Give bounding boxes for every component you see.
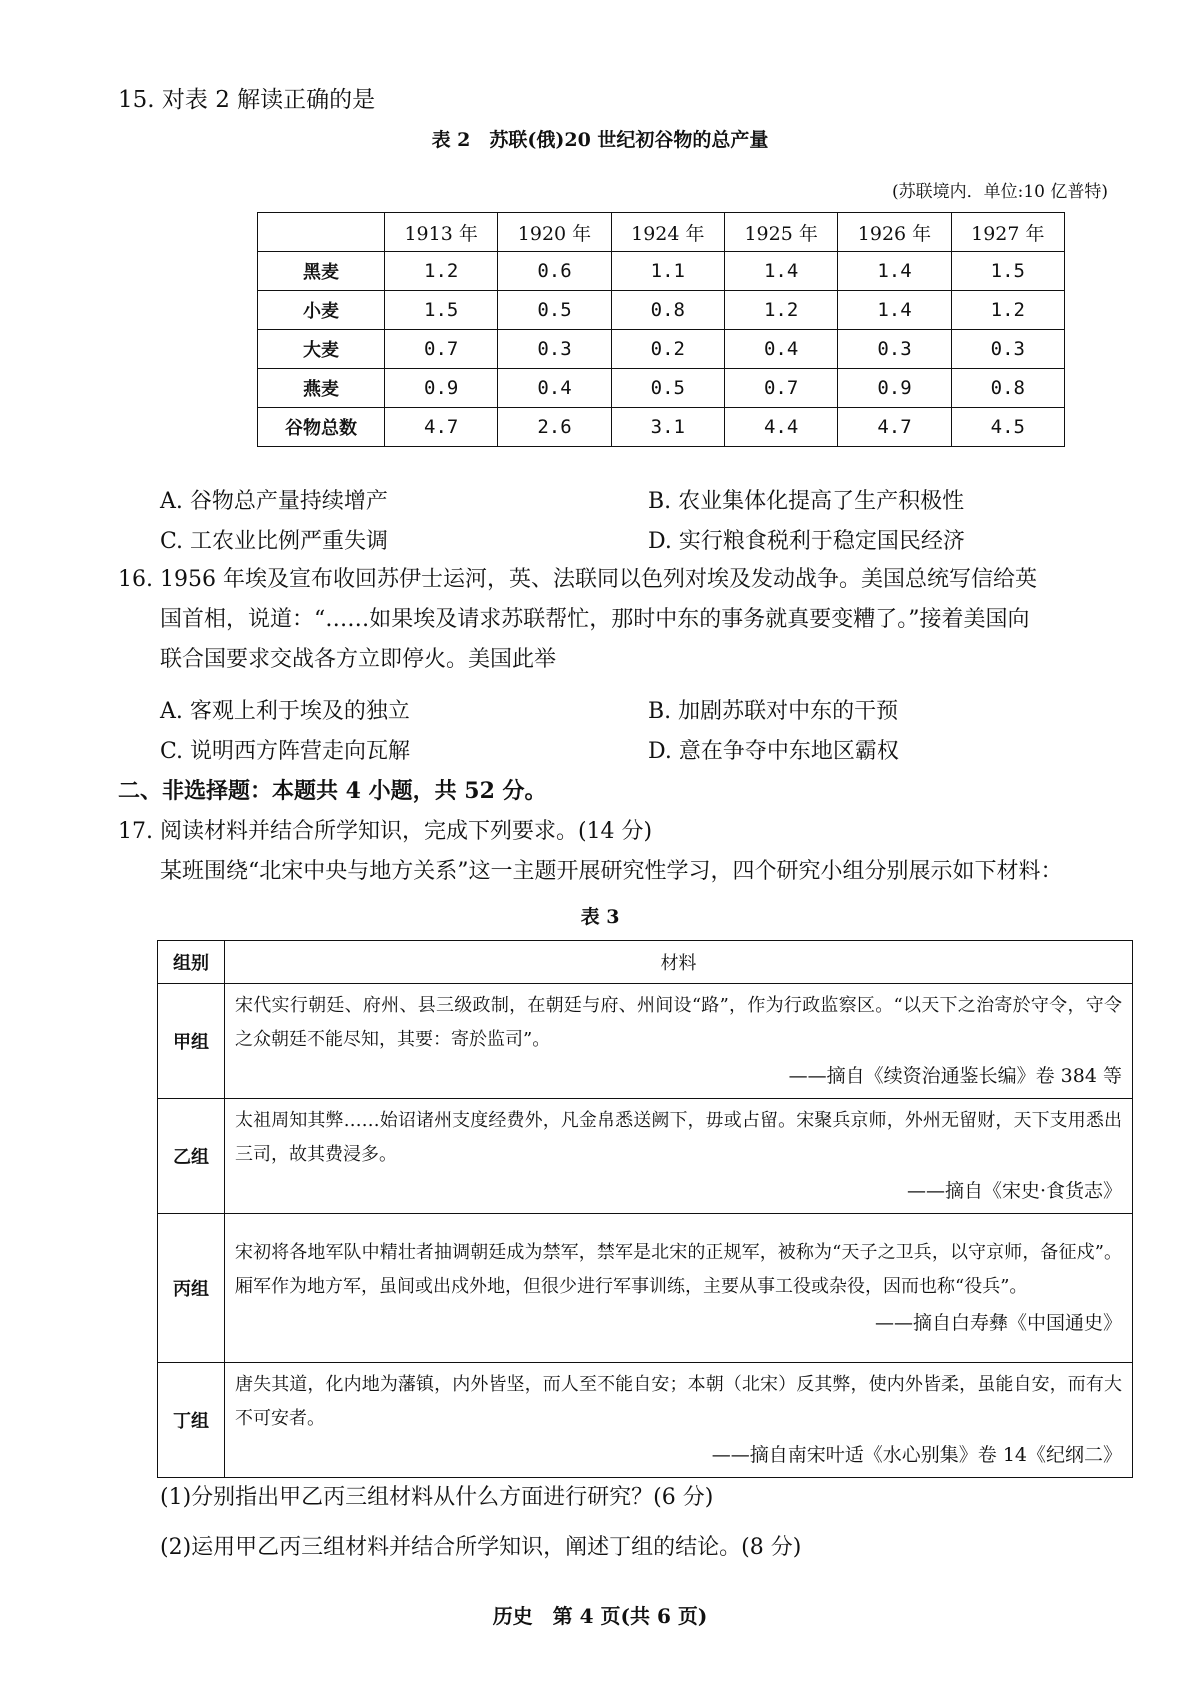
group-label: 丁组 bbox=[158, 1363, 225, 1478]
material-cell bbox=[225, 984, 1133, 1099]
table-2-col-1925: 1925 年 bbox=[724, 213, 837, 252]
table-cell: 0.8 bbox=[951, 369, 1064, 408]
table-3-caption: 表 3 bbox=[580, 906, 620, 928]
table-cell: 0.4 bbox=[724, 330, 837, 369]
q16-option-d: D. 意在争夺中东地区霸权 bbox=[648, 739, 899, 764]
table-cell: 0.5 bbox=[611, 369, 724, 408]
table-cell: 0.9 bbox=[838, 369, 951, 408]
table-cell: 1.4 bbox=[724, 252, 837, 291]
table-cell: 0.3 bbox=[951, 330, 1064, 369]
table-cell: 0.3 bbox=[498, 330, 611, 369]
table-cell: 4.4 bbox=[724, 408, 837, 447]
question-16-line-1: 16. 1956 年埃及宣布收回苏伊士运河，英、法联同以色列对埃及发动战争。美国总统写信给英 bbox=[118, 567, 1037, 592]
row-label: 黑麦 bbox=[258, 252, 385, 291]
material-text: 太祖周知其弊……始诏诸州支度经费外，凡金帛悉送阙下，毋或占留。宋聚兵京师，外州无留财，天下支用悉出三司，故其费浸多。 bbox=[235, 1110, 1122, 1165]
question-16-line-2: 国首相，说道：“……如果埃及请求苏联帮忙，那时中东的事务就真要变糟了。”接着美国向 bbox=[160, 607, 1030, 632]
table-cell: 3.1 bbox=[611, 408, 724, 447]
table-cell: 0.7 bbox=[385, 330, 498, 369]
material-source: ——摘自白寿彝《中国通史》 bbox=[874, 1312, 1122, 1334]
question-16-line-3: 联合国要求交战各方立即停火。美国此举 bbox=[160, 647, 557, 672]
row-label: 小麦 bbox=[258, 291, 385, 330]
material-cell bbox=[225, 1214, 1133, 1363]
table-cell: 0.5 bbox=[498, 291, 611, 330]
table-2-col-1927: 1927 年 bbox=[951, 213, 1064, 252]
table-cell: 2.6 bbox=[498, 408, 611, 447]
material-text: 宋代实行朝廷、府州、县三级政制，在朝廷与府、州间设“路”，作为行政监察区。“以天下之治寄於守令，守令之众朝廷不能尽知，其要：寄於监司”。 bbox=[235, 995, 1122, 1050]
material-cell bbox=[225, 1099, 1133, 1214]
q15-option-d: D. 实行粮食税利于稳定国民经济 bbox=[648, 529, 965, 554]
table-cell: 0.7 bbox=[724, 369, 837, 408]
question-17-intro: 某班围绕“北宋中央与地方关系”这一主题开展研究性学习，四个研究小组分别展示如下材料： bbox=[160, 859, 1063, 884]
table-cell: 1.2 bbox=[951, 291, 1064, 330]
table-cell: 0.6 bbox=[498, 252, 611, 291]
table-cell: 1.4 bbox=[838, 252, 951, 291]
table-cell: 4.7 bbox=[838, 408, 951, 447]
table-2-corner-cell bbox=[258, 213, 385, 252]
table-2-row-barley bbox=[258, 330, 1065, 369]
q15-option-c: C. 工农业比例严重失调 bbox=[160, 529, 389, 554]
table-2-unit-note: (苏联境内．单位:10 亿普特) bbox=[891, 182, 1108, 202]
q16-option-a: A. 客观上利于埃及的独立 bbox=[160, 699, 410, 724]
table-cell: 0.2 bbox=[611, 330, 724, 369]
question-17-stem: 17. 阅读材料并结合所学知识，完成下列要求。(14 分) bbox=[118, 819, 653, 844]
question-17-sub-2: (2)运用甲乙丙三组材料并结合所学知识，阐述丁组的结论。(8 分) bbox=[160, 1535, 802, 1560]
row-label: 谷物总数 bbox=[258, 408, 385, 447]
material-source: ——摘自《续资治通鉴长编》卷 384 等 bbox=[788, 1065, 1122, 1087]
table-3-materials bbox=[157, 940, 1133, 1478]
table-2-grain-output bbox=[257, 212, 1065, 447]
table-cell: 1.5 bbox=[385, 291, 498, 330]
group-label: 丙组 bbox=[158, 1214, 225, 1363]
table-cell: 4.7 bbox=[385, 408, 498, 447]
table-2-row-oats bbox=[258, 369, 1065, 408]
material-source: ——摘自《宋史·食货志》 bbox=[906, 1180, 1122, 1202]
row-label: 大麦 bbox=[258, 330, 385, 369]
material-text: 宋初将各地军队中精壮者抽调朝廷成为禁军，禁军是北宋的正规军，被称为“天子之卫兵，以守京师，备征戍”。厢军作为地方军，虽间或出戍外地，但很少进行军事训练，主要从事工役或杂役，因而也称“役兵”。 bbox=[235, 1242, 1122, 1297]
group-label: 甲组 bbox=[158, 984, 225, 1099]
table-2-row-rye bbox=[258, 252, 1065, 291]
material-cell bbox=[225, 1363, 1133, 1478]
table-2-col-1926: 1926 年 bbox=[838, 213, 951, 252]
table-cell: 4.5 bbox=[951, 408, 1064, 447]
table-2-col-1924: 1924 年 bbox=[611, 213, 724, 252]
table-cell: 0.8 bbox=[611, 291, 724, 330]
question-17-sub-1: (1)分别指出甲乙丙三组材料从什么方面进行研究？(6 分) bbox=[160, 1485, 714, 1510]
material-text: 唐失其道，化内地为藩镇，内外皆坚，而人至不能自安；本朝（北宋）反其弊，使内外皆柔，虽能自安，而有大不可安者。 bbox=[235, 1374, 1122, 1429]
table-2-row-wheat bbox=[258, 291, 1065, 330]
table-2-caption: 表 2 苏联(俄)20 世纪初谷物的总产量 bbox=[431, 129, 769, 151]
table-2-col-1920: 1920 年 bbox=[498, 213, 611, 252]
table-3-row-ding bbox=[158, 1363, 1133, 1478]
question-15-stem: 15. 对表 2 解读正确的是 bbox=[118, 87, 376, 113]
table-3-header-material: 材料 bbox=[225, 941, 1133, 984]
table-3-row-jia bbox=[158, 984, 1133, 1099]
section-2-heading: 二、非选择题：本题共 4 小题，共 52 分。 bbox=[118, 778, 547, 804]
table-3-row-yi bbox=[158, 1099, 1133, 1214]
table-3-header-row bbox=[158, 941, 1133, 984]
page-footer: 历史 第 4 页(共 6 页) bbox=[492, 1604, 708, 1628]
table-cell: 1.2 bbox=[724, 291, 837, 330]
q15-option-a: A. 谷物总产量持续增产 bbox=[160, 489, 388, 514]
q16-option-b: B. 加剧苏联对中东的干预 bbox=[648, 699, 899, 724]
table-cell: 1.2 bbox=[385, 252, 498, 291]
table-cell: 0.9 bbox=[385, 369, 498, 408]
q15-option-b: B. 农业集体化提高了生产积极性 bbox=[648, 489, 965, 514]
row-label: 燕麦 bbox=[258, 369, 385, 408]
q16-option-c: C. 说明西方阵营走向瓦解 bbox=[160, 739, 411, 764]
table-cell: 0.3 bbox=[838, 330, 951, 369]
material-source: ——摘自南宋叶适《水心别集》卷 14《纪纲二》 bbox=[711, 1444, 1122, 1466]
group-label: 乙组 bbox=[158, 1099, 225, 1214]
table-2-header-row bbox=[258, 213, 1065, 252]
table-cell: 1.1 bbox=[611, 252, 724, 291]
table-2-col-1913: 1913 年 bbox=[385, 213, 498, 252]
table-cell: 0.4 bbox=[498, 369, 611, 408]
table-cell: 1.4 bbox=[838, 291, 951, 330]
table-cell: 1.5 bbox=[951, 252, 1064, 291]
table-2-row-total bbox=[258, 408, 1065, 447]
table-3-row-bing bbox=[158, 1214, 1133, 1363]
table-3-header-group: 组别 bbox=[158, 941, 225, 984]
